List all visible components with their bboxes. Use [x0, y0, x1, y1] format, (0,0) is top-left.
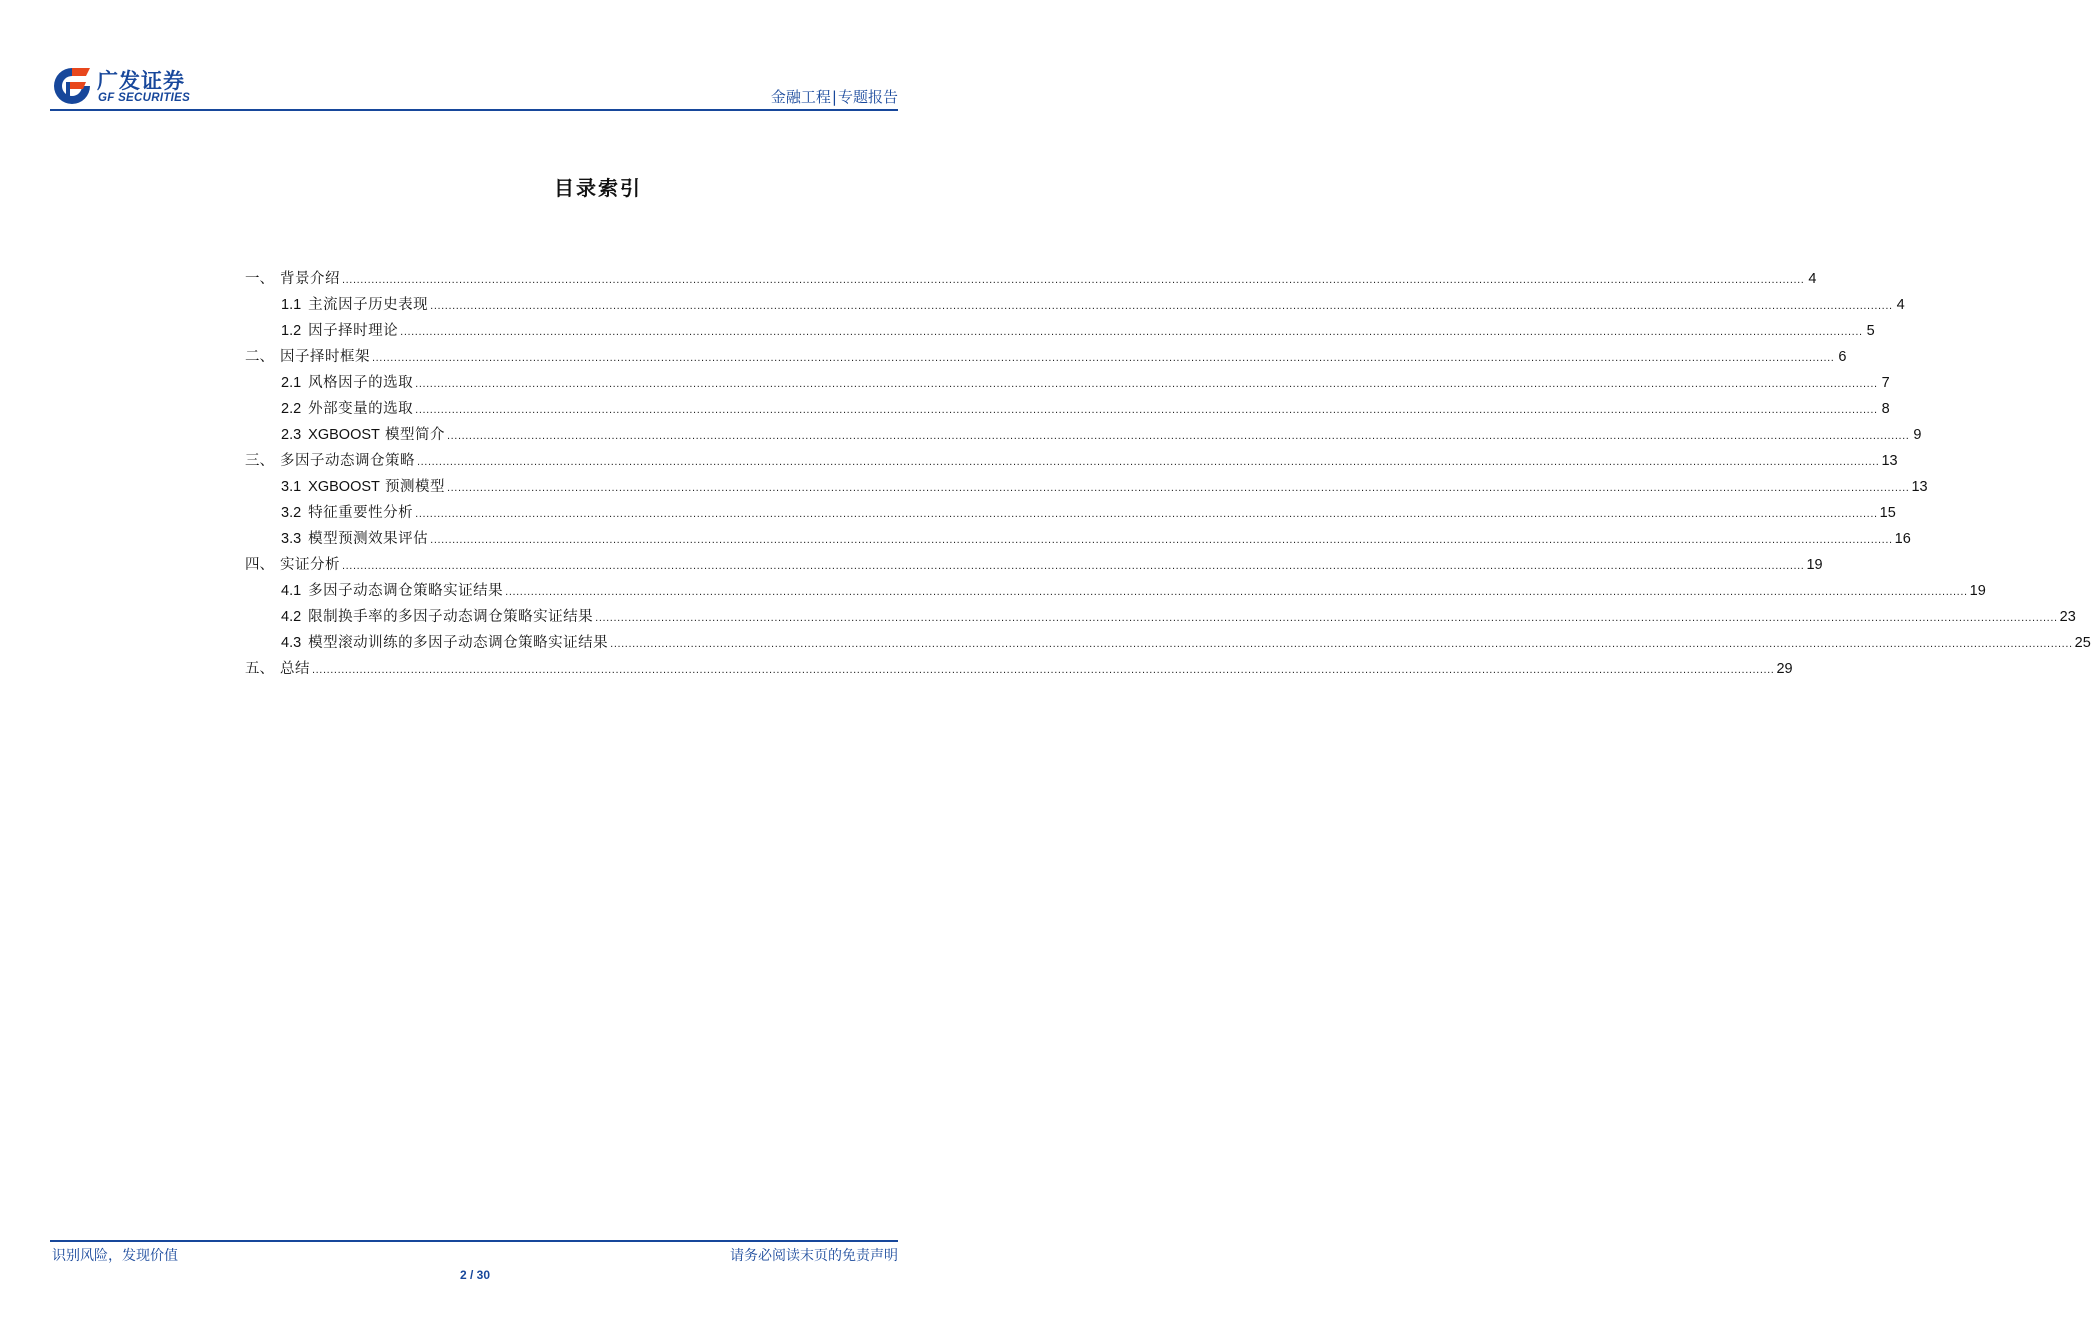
page-header [0, 0, 950, 112]
toc-entry-title [308, 502, 413, 524]
toc-entry[interactable] [245, 294, 1905, 320]
toc-entry-text: 实证分析 [280, 557, 340, 573]
toc-entry[interactable] [245, 606, 2076, 632]
toc-entry-text: 风格因子的选取 [308, 375, 414, 391]
footer-disclaimer[interactable]: 请务必阅读末页的免责声明 [730, 1248, 898, 1264]
category-label: 金融工程 [770, 88, 831, 106]
toc-entry-page: 5 [1866, 323, 1875, 339]
toc-entry-number: 4.1 [281, 583, 302, 599]
toc-entry-number: 2.2 [281, 401, 302, 417]
toc-entry-title [308, 398, 413, 420]
toc-entry-number: 1.2 [281, 323, 302, 339]
toc-entry-number: 1.1 [281, 297, 302, 313]
toc-entry-title [308, 476, 445, 498]
toc-leader-dots: ................................................................................................................................................................................................................................................................................................................................................................................................................ [342, 560, 1805, 572]
toc-entry-number: 一、 [245, 271, 274, 287]
toc-entry-text: 预测模型 [385, 479, 445, 495]
toc-leader-dots: ................................................................................................................................................................................................................................................................................................................................................................................................................ [415, 378, 1878, 390]
toc-leader-dots: ................................................................................................................................................................................................................................................................................................................................................................................................................ [447, 430, 1910, 442]
toc-leader-dots: ................................................................................................................................................................................................................................................................................................................................................................................................................ [342, 274, 1805, 286]
toc-entry-page: 15 [1879, 505, 1896, 521]
toc-entry-title [280, 268, 340, 290]
header-divider [50, 109, 898, 111]
toc-entry-title [280, 450, 415, 472]
toc-entry-latin: XGBOOST [308, 427, 380, 443]
toc-leader-dots: ................................................................................................................................................................................................................................................................................................................................................................................................................ [430, 300, 1893, 312]
toc-entry[interactable] [245, 320, 1875, 346]
toc-leader-dots: ................................................................................................................................................................................................................................................................................................................................................................................................................ [312, 664, 1775, 676]
toc-entry[interactable] [245, 502, 1896, 528]
toc-entry-title [308, 606, 593, 628]
toc-leader-dots: ................................................................................................................................................................................................................................................................................................................................................................................................................ [430, 534, 1893, 546]
toc-entry-title [308, 580, 503, 602]
report-type-label: 专题报告 [837, 88, 898, 106]
toc-entry-title [280, 346, 370, 368]
toc-entry-title [280, 658, 310, 680]
toc-entry-number: 四、 [245, 557, 274, 573]
toc-entry-text: 主流因子历史表现 [308, 297, 429, 313]
toc-entry[interactable] [245, 372, 1890, 398]
toc-entry[interactable] [245, 450, 1898, 476]
toc-entry-title [308, 424, 445, 446]
toc-entry-text: 因子择时理论 [308, 323, 399, 339]
toc-leader-dots: ................................................................................................................................................................................................................................................................................................................................................................................................................ [372, 352, 1835, 364]
toc-entry-page: 25 [2074, 635, 2091, 651]
toc-entry-text: 背景介绍 [280, 271, 340, 287]
toc-entry-number: 3.3 [281, 531, 302, 547]
toc-entry-number: 2.1 [281, 375, 302, 391]
toc-entry-text: 特征重要性分析 [308, 505, 414, 521]
toc-leader-dots: ................................................................................................................................................................................................................................................................................................................................................................................................................ [595, 612, 2058, 624]
report-category [771, 86, 898, 107]
toc-entry[interactable] [245, 398, 1890, 424]
toc-entry-page: 7 [1881, 375, 1890, 391]
toc-entry-text: 模型简介 [385, 427, 445, 443]
toc-leader-dots: ................................................................................................................................................................................................................................................................................................................................................................................................................ [400, 326, 1863, 338]
toc-entry-number: 3.1 [281, 479, 302, 495]
toc-leader-dots: ................................................................................................................................................................................................................................................................................................................................................................................................................ [610, 638, 2073, 650]
toc-entry-text: 外部变量的选取 [308, 401, 414, 417]
toc-entry-text: 总结 [280, 661, 310, 677]
toc-entry-text: 模型滚动训练的多因子动态调仓策略实证结果 [308, 635, 609, 651]
toc-entry-page: 13 [1881, 453, 1898, 469]
toc-entry-title [308, 294, 428, 316]
toc-leader-dots: ................................................................................................................................................................................................................................................................................................................................................................................................................ [415, 404, 1878, 416]
toc-entry-page: 13 [1911, 479, 1928, 495]
toc-entry[interactable] [245, 580, 1986, 606]
toc-entry[interactable] [245, 632, 2091, 658]
toc-entry-number: 3.2 [281, 505, 302, 521]
footer-divider [50, 1240, 898, 1242]
toc-entry[interactable] [245, 554, 1823, 580]
toc-entry-page: 6 [1838, 349, 1847, 365]
toc-entry-text: 限制换手率的多因子动态调仓策略实证结果 [308, 609, 594, 625]
toc-entry-text: 模型预测效果评估 [308, 531, 429, 547]
logo-english-name: GF SECURITIES [98, 92, 191, 104]
toc-entry[interactable] [245, 268, 1817, 294]
toc-entry-number: 2.3 [281, 427, 302, 443]
toc-entry-latin: XGBOOST [308, 479, 380, 495]
toc-leader-dots: ................................................................................................................................................................................................................................................................................................................................................................................................................ [447, 482, 1910, 494]
toc-entry-page: 9 [1913, 427, 1922, 443]
toc-entry[interactable] [245, 346, 1847, 372]
category-separator: | [831, 88, 837, 106]
toc-entry-title [308, 632, 608, 654]
toc-entry-page: 19 [1806, 557, 1823, 573]
logo-chinese-name: 广发证券 [97, 69, 185, 93]
toc-entry-page: 16 [1894, 531, 1911, 547]
toc-leader-dots: ................................................................................................................................................................................................................................................................................................................................................................................................................ [415, 508, 1878, 520]
gf-logo-icon [50, 64, 94, 108]
toc-leader-dots: ................................................................................................................................................................................................................................................................................................................................................................................................................ [417, 456, 1880, 468]
toc-entry-title [280, 554, 340, 576]
page-indicator: 2 / 30 [459, 1268, 491, 1282]
toc-leader-dots: ................................................................................................................................................................................................................................................................................................................................................................................................................ [505, 586, 1968, 598]
toc-entry-page: 4 [1896, 297, 1905, 313]
toc-entry-title [308, 528, 428, 550]
toc-entry-text: 因子择时框架 [280, 349, 370, 365]
toc-entry[interactable] [245, 476, 1928, 502]
toc-entry-page: 23 [2059, 609, 2076, 625]
toc-entry-title [308, 372, 413, 394]
toc-title: 目录索引 [554, 176, 642, 200]
toc-entry-number: 三、 [245, 453, 274, 469]
toc-entry-text: 多因子动态调仓策略 [280, 453, 415, 469]
toc-entry-title [308, 320, 398, 342]
toc-entry-number: 五、 [245, 661, 274, 677]
toc-entry-text: 多因子动态调仓策略实证结果 [308, 583, 504, 599]
toc-entry[interactable] [245, 528, 1911, 554]
toc-entry-page: 4 [1808, 271, 1817, 287]
toc-entry-number: 4.3 [281, 635, 302, 651]
toc-entry-number: 4.2 [281, 609, 302, 625]
toc-entry-number: 二、 [245, 349, 274, 365]
gf-securities-logo [50, 64, 220, 108]
toc-entry-page: 29 [1776, 661, 1793, 677]
toc-entry[interactable] [245, 658, 1793, 684]
toc-entry[interactable] [245, 424, 1922, 450]
toc-entry-page: 19 [1969, 583, 1986, 599]
toc-entry-page: 8 [1881, 401, 1890, 417]
table-of-contents [245, 268, 2091, 684]
footer-slogan: 识别风险，发现价值 [52, 1248, 178, 1264]
